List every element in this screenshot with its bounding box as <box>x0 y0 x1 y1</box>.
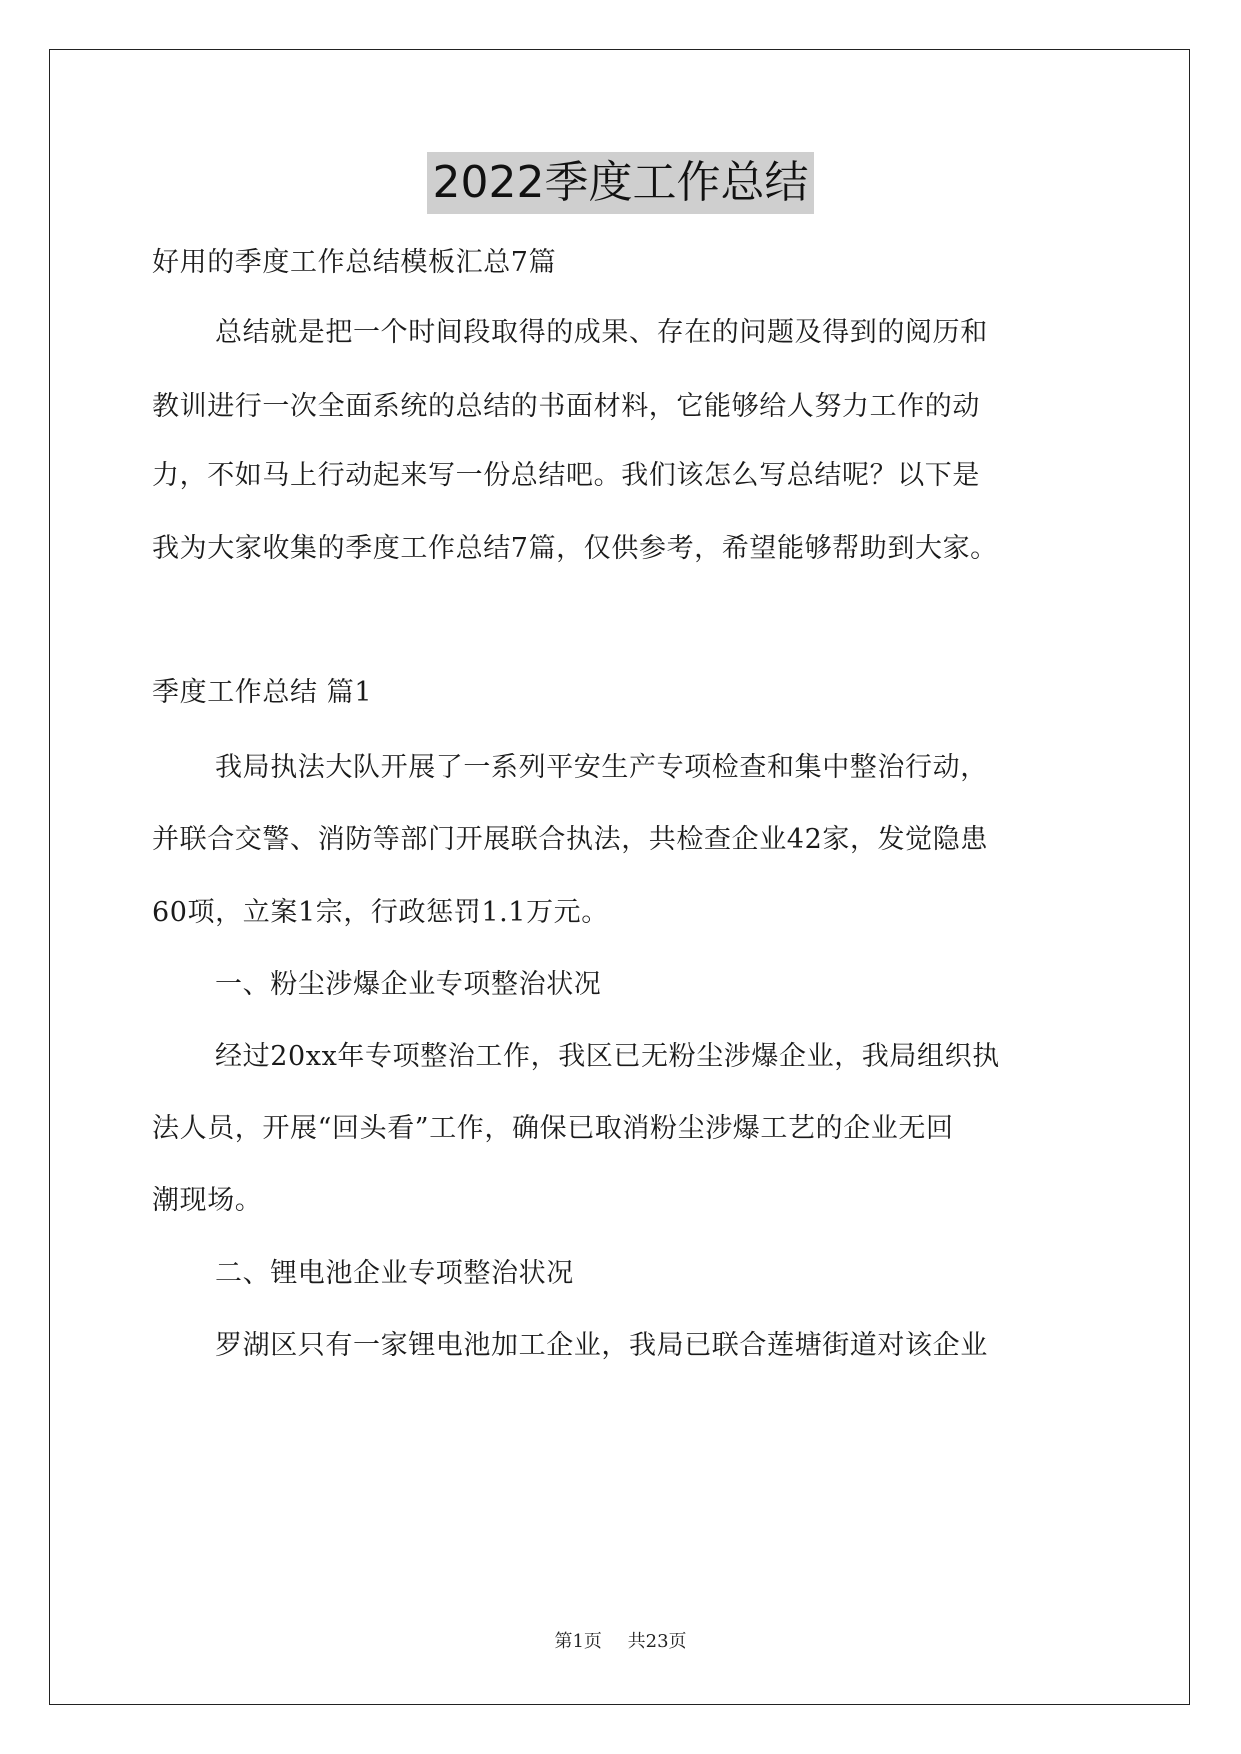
subsection-1-line-3: 潮现场。 <box>152 1185 263 1216</box>
subsection-heading-1: 一、粉尘涉爆企业专项整治状况 <box>215 969 602 1000</box>
title-container <box>0 152 1241 214</box>
intro-line-3: 力，不如马上行动起来写一份总结吧。我们该怎么写总结呢？以下是 <box>152 460 980 491</box>
section-para-line-1: 我局执法大队开展了一系列平安生产专项检查和集中整治行动， <box>215 752 988 783</box>
subsection-1-line-2: 法人员，开展“回头看”工作，确保已取消粉尘涉爆工艺的企业无回 <box>152 1113 954 1144</box>
subsection-2-line-1: 罗湖区只有一家锂电池加工企业，我局已联合莲塘街道对该企业 <box>215 1330 988 1361</box>
intro-line-4: 我为大家收集的季度工作总结7篇，仅供参考，希望能够帮助到大家。 <box>152 533 998 564</box>
subsection-heading-2: 二、锂电池企业专项整治状况 <box>215 1258 574 1289</box>
page-border <box>49 49 1190 1705</box>
subsection-1-line-1: 经过20xx年专项整治工作，我区已无粉尘涉爆企业，我局组织执 <box>215 1041 1000 1072</box>
section-para-line-2: 并联合交警、消防等部门开展联合执法，共检查企业42家，发觉隐患 <box>152 824 988 855</box>
page-number-current: 第1页 <box>554 1631 602 1652</box>
document-subtitle: 好用的季度工作总结模板汇总7篇 <box>152 247 557 278</box>
intro-line-2: 教训进行一次全面系统的总结的书面材料，它能够给人努力工作的动 <box>152 391 980 422</box>
section-para-line-3: 60项，立案1宗，行政惩罚1.1万元。 <box>152 897 609 928</box>
page-number-total: 共23页 <box>627 1631 687 1652</box>
document-title: 2022季度工作总结 <box>427 152 815 214</box>
page-footer <box>0 1630 1241 1654</box>
section-heading: 季度工作总结 篇1 <box>152 677 373 708</box>
intro-line-1: 总结就是把一个时间段取得的成果、存在的问题及得到的阅历和 <box>215 317 988 348</box>
